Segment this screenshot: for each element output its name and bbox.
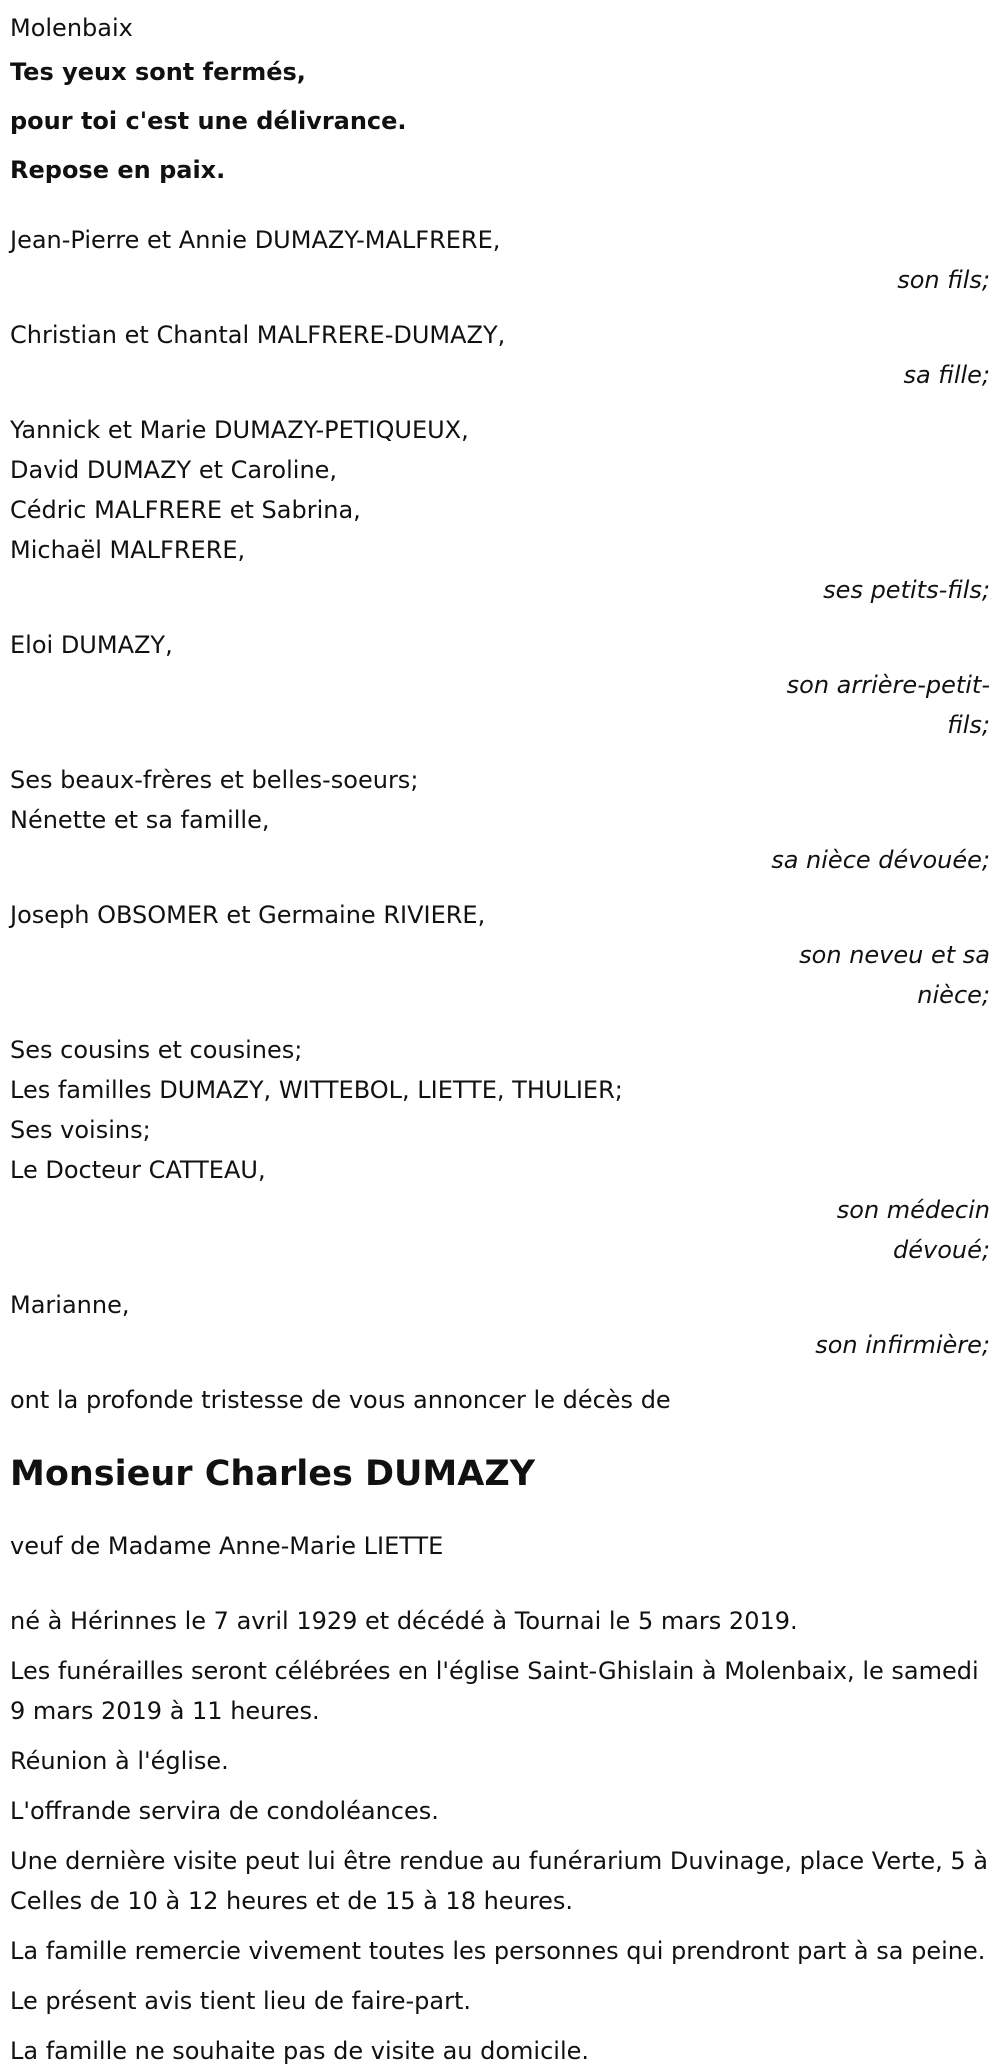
family-names bbox=[10, 1030, 830, 1190]
family-member: Joseph OBSOMER et Germaine RIVIERE, bbox=[10, 901, 486, 929]
detail-paragraph: Les funérailles seront célébrées en l'église Saint-Ghislain à Molenbaix, le samedi 9 mars 2019 à 11 heures. bbox=[10, 1657, 979, 1725]
family-member: David DUMAZY et Caroline, bbox=[10, 456, 338, 484]
place-name: Molenbaix bbox=[10, 14, 133, 42]
family-names bbox=[10, 1285, 830, 1325]
family-group bbox=[10, 895, 990, 1015]
announcement: ont la profonde tristesse de vous annoncer le décès de bbox=[10, 1386, 671, 1414]
family-group bbox=[10, 760, 990, 880]
family-group bbox=[10, 1285, 990, 1365]
family-member: Ses voisins; bbox=[10, 1116, 151, 1144]
family-member: Cédric MALFRERE et Sabrina, bbox=[10, 496, 361, 524]
deceased-name: Monsieur Charles DUMAZY bbox=[10, 1454, 536, 1494]
family-member: Eloi DUMAZY, bbox=[10, 631, 173, 659]
family-relation: son infirmière; bbox=[815, 1331, 990, 1359]
family-relation: son fils; bbox=[897, 266, 990, 294]
family-relation: son arrière-petit-fils; bbox=[786, 671, 990, 739]
family-names bbox=[10, 220, 830, 260]
family-names bbox=[10, 410, 830, 570]
family-names bbox=[10, 895, 830, 935]
family-relation: sa fille; bbox=[903, 361, 990, 389]
poem-line: pour toi c'est une délivrance. bbox=[10, 107, 407, 135]
family-member: Marianne, bbox=[10, 1291, 130, 1319]
family-names bbox=[10, 315, 830, 355]
family-member: Ses beaux-frères et belles-soeurs; bbox=[10, 766, 419, 794]
family-member: Nénette et sa famille, bbox=[10, 806, 270, 834]
detail-paragraph: La famille ne souhaite pas de visite au domicile. bbox=[10, 2037, 590, 2065]
family-member: Yannick et Marie DUMAZY-PETIQUEUX, bbox=[10, 416, 469, 444]
family-member: Christian et Chantal MALFRERE-DUMAZY, bbox=[10, 321, 506, 349]
family-group bbox=[10, 625, 990, 745]
widow-of: veuf de Madame Anne-Marie LIETTE bbox=[10, 1532, 444, 1560]
family-group bbox=[10, 410, 990, 610]
detail-paragraph: né à Hérinnes le 7 avril 1929 et décédé à Tournai le 5 mars 2019. bbox=[10, 1607, 798, 1635]
family-relation: son neveu et sa nièce; bbox=[799, 941, 990, 1009]
detail-paragraph: Le présent avis tient lieu de faire-part. bbox=[10, 1987, 472, 2015]
family-relation: sa nièce dévouée; bbox=[771, 846, 990, 874]
detail-paragraph: La famille remercie vivement toutes les personnes qui prendront part à sa peine. bbox=[10, 1937, 986, 1965]
family-member: Le Docteur CATTEAU, bbox=[10, 1156, 266, 1184]
family-group bbox=[10, 220, 990, 300]
family-member: Michaël MALFRERE, bbox=[10, 536, 246, 564]
details bbox=[10, 1601, 990, 2071]
family-relation: son médecin dévoué; bbox=[836, 1196, 990, 1264]
family-member: Ses cousins et cousines; bbox=[10, 1036, 303, 1064]
family-names bbox=[10, 760, 830, 840]
family-member: Les familles DUMAZY, WITTEBOL, LIETTE, THULIER; bbox=[10, 1076, 623, 1104]
family-member: Jean-Pierre et Annie DUMAZY-MALFRERE, bbox=[10, 226, 501, 254]
detail-paragraph: Réunion à l'église. bbox=[10, 1747, 229, 1775]
family-group bbox=[10, 315, 990, 395]
detail-paragraph: L'offrande servira de condoléances. bbox=[10, 1797, 439, 1825]
family-names bbox=[10, 625, 830, 665]
family-group bbox=[10, 1030, 990, 1270]
poem-line: Tes yeux sont fermés, bbox=[10, 58, 306, 86]
detail-paragraph: Une dernière visite peut lui être rendue au funérarium Duvinage, place Verte, 5 à Celles de 10 à 12 heures et de 15 à 18 heures. bbox=[10, 1847, 989, 1915]
family-list bbox=[10, 220, 990, 1365]
poem bbox=[10, 48, 990, 195]
poem-line: Repose en paix. bbox=[10, 156, 226, 184]
family-relation: ses petits-fils; bbox=[823, 576, 990, 604]
